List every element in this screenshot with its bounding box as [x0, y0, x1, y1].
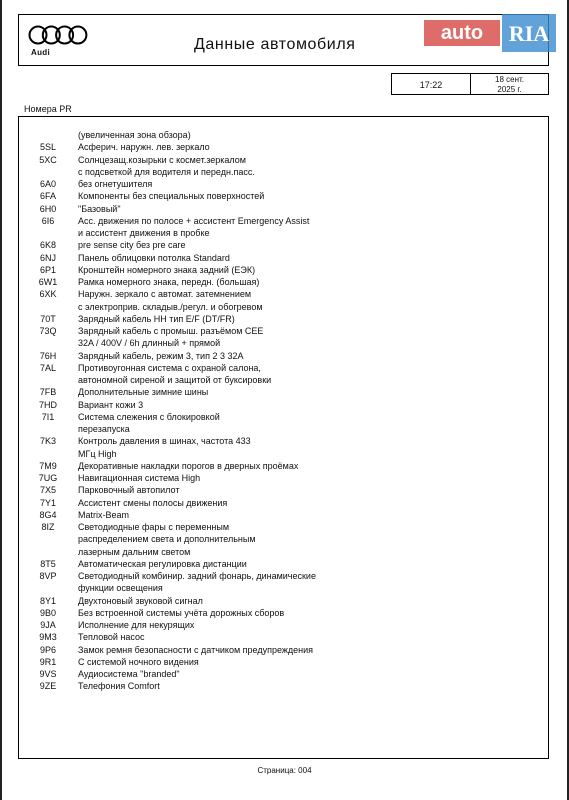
option-code: 9P6: [39, 644, 56, 655]
option-row: [18, 178, 538, 190]
option-code: 5SL: [39, 142, 56, 153]
option-description: Без встроенной системы учёта дорожных сборов: [78, 607, 285, 618]
option-code: [18, 301, 78, 313]
watermark-ria: RIA: [502, 14, 556, 52]
document-title: Данные автомобиля: [194, 36, 356, 53]
option-description: МГц High: [78, 448, 117, 459]
option-description: и ассистент движения в пробке: [78, 228, 210, 238]
option-code: 73Q: [39, 326, 57, 336]
option-description: (увеличенная зона обзора): [78, 130, 191, 140]
option-row: [18, 288, 538, 300]
option-row: [18, 521, 538, 533]
option-code: 7AL: [39, 362, 56, 373]
option-row: [18, 276, 538, 288]
option-description: Рамка номерного знака, передн. (большая): [78, 277, 260, 287]
option-description: Двухтоновый звуковой сигнал: [78, 595, 203, 606]
option-description: без огнетушителя: [78, 179, 153, 189]
option-description: Ассистент смены полосы движения: [78, 497, 228, 508]
option-row: [18, 313, 538, 325]
option-code: 8T5: [40, 558, 56, 569]
option-row: [18, 619, 538, 631]
option-row: [18, 129, 538, 141]
option-code: [18, 423, 78, 435]
option-code: 8G4: [39, 509, 57, 520]
option-code: 9ZE: [39, 681, 57, 692]
print-time: 17:22: [392, 74, 471, 94]
option-description: функции освещения: [78, 583, 163, 594]
option-code: 6P1: [39, 264, 56, 275]
option-description: Светодиодные фары с переменным: [78, 522, 230, 532]
option-description: Matrix-Beam: [78, 509, 130, 520]
option-description: Кронштейн номерного знака задний (ЕЭК): [78, 264, 256, 275]
watermark: [424, 14, 556, 54]
option-code: 7K3: [39, 436, 56, 447]
option-code: 8Y1: [39, 595, 56, 606]
option-row: [18, 570, 538, 582]
option-row: [18, 362, 538, 374]
option-description: Зарядный кабель НН тип E/F (DT/FR): [78, 313, 235, 324]
option-row: [18, 644, 538, 656]
option-code: 7I1: [41, 411, 55, 422]
option-code: 5XC: [39, 154, 57, 165]
option-description: Асс. движения по полосе + ассистент Emergency Assist: [78, 215, 310, 226]
option-row: [18, 472, 538, 484]
option-description: Навигационная система High: [78, 473, 201, 483]
option-description: Асферич. наружн. лев. зеркало: [78, 142, 210, 153]
option-code: 8VP: [39, 571, 57, 581]
watermark-auto: auto: [424, 20, 500, 46]
option-description: Светодиодный комбинир. задний фонарь, динамические: [78, 571, 316, 581]
option-code: [18, 227, 78, 239]
option-code: 6XK: [39, 289, 57, 300]
print-info-box: [391, 73, 549, 95]
option-row: [18, 301, 538, 313]
option-description: Дополнительные зимние шины: [78, 387, 209, 398]
option-row: [18, 668, 538, 680]
option-row: [18, 215, 538, 227]
print-date-line1: 18 сент.: [495, 75, 524, 84]
option-description: Автоматическая регулировка дистанции: [78, 558, 247, 569]
option-code: 6H0: [39, 203, 57, 214]
option-row: [18, 509, 538, 521]
option-code: [18, 533, 78, 545]
option-code: 9M3: [39, 632, 57, 643]
option-row: [18, 595, 538, 607]
option-row: [18, 582, 538, 594]
option-code: 9R1: [39, 656, 57, 667]
option-row: [18, 546, 538, 558]
option-row: [18, 423, 538, 435]
option-description: Компоненты без специальных поверхностей: [78, 191, 265, 202]
option-row: [18, 166, 538, 178]
option-code: 7FB: [39, 387, 57, 398]
option-description: с электроприв. складыв./регул. и обогревом: [78, 301, 263, 312]
option-row: [18, 533, 538, 545]
option-description: перезапуска: [78, 424, 130, 434]
option-row: [18, 337, 538, 349]
option-code: [18, 129, 78, 141]
option-description: 32A / 400V / 6h длинный + прямой: [78, 338, 221, 349]
option-row: [18, 350, 538, 362]
option-code: 9VS: [39, 669, 57, 679]
option-code: [18, 582, 78, 594]
page-number: Страница: 004: [257, 766, 312, 775]
audi-rings-logo: [28, 24, 88, 46]
option-description: Зарядный кабель с промыш. разъёмом CEE: [78, 326, 264, 336]
brand-name: Audi: [31, 48, 50, 57]
option-row: [18, 203, 538, 215]
option-row: [18, 399, 538, 411]
option-row: [18, 448, 538, 460]
option-row: [18, 680, 538, 692]
print-date: [471, 74, 548, 94]
option-row: [18, 460, 538, 472]
option-row: [18, 154, 538, 166]
option-code: 7M9: [39, 460, 57, 471]
option-row: [18, 190, 538, 202]
option-code: 76H: [39, 350, 57, 361]
option-description: Вариант кожи 3: [78, 399, 144, 410]
option-code: 7UG: [38, 473, 58, 483]
option-row: [18, 325, 538, 337]
option-description: Замок ремня безопасности с датчиком предупреждения: [78, 644, 314, 655]
option-code: [18, 166, 78, 178]
option-code: 6W1: [38, 277, 58, 287]
option-row: [18, 264, 538, 276]
option-description: лазерным дальним светом: [78, 546, 191, 557]
option-row: [18, 386, 538, 398]
option-row: [18, 411, 538, 423]
option-code: 7Y1: [39, 497, 56, 508]
option-row: [18, 435, 538, 447]
option-description: с подсветкой для водителя и передн.пасс.: [78, 166, 255, 177]
option-code: 7X5: [39, 485, 56, 496]
option-row: [18, 141, 538, 153]
option-row: [18, 252, 538, 264]
option-description: Солнцезащ.козырьки с космет.зеркалом: [78, 154, 246, 165]
option-description: С системой ночного видения: [78, 656, 199, 667]
option-code: [18, 448, 78, 460]
option-description: "Базовый": [78, 203, 121, 214]
option-description: Система слежения с блокировкой: [78, 411, 220, 422]
option-code: 8IZ: [41, 522, 55, 532]
option-code: 6NJ: [39, 252, 56, 263]
option-row: [18, 607, 538, 619]
option-description: Аудиосистема "branded": [78, 669, 180, 679]
option-code: 6FA: [39, 191, 56, 202]
option-description: Исполнение для некурящих: [78, 620, 195, 630]
option-row: [18, 239, 538, 251]
section-label: Номера PR: [24, 104, 72, 114]
option-row: [18, 497, 538, 509]
option-description: Парковочный автопилот: [78, 485, 180, 496]
option-row: [18, 631, 538, 643]
option-description: Противоугонная система с охраной салона,: [78, 362, 261, 373]
option-code: 6A0: [39, 179, 56, 189]
option-code: 9JA: [40, 620, 56, 630]
option-description: Тепловой насос: [78, 632, 145, 643]
options-list: [18, 129, 538, 693]
option-code: [18, 546, 78, 558]
print-date-line2: 2025 г.: [497, 85, 522, 94]
option-code: [18, 374, 78, 386]
option-description: pre sense city без pre care: [78, 240, 186, 251]
option-code: 70T: [40, 313, 56, 324]
option-code: 6K8: [39, 240, 56, 251]
option-description: автономной сиреной и защитой от буксировки: [78, 375, 272, 385]
option-row: [18, 558, 538, 570]
option-code: 9B0: [39, 607, 56, 618]
option-code: 6I6: [41, 215, 55, 226]
option-description: распределением света и дополнительным: [78, 534, 256, 545]
option-description: Телефония Comfort: [78, 681, 160, 692]
option-description: Зарядный кабель, режим 3, тип 2 3 32A: [78, 350, 244, 361]
option-description: Декоративные накладки порогов в дверных проёмах: [78, 460, 299, 471]
option-row: [18, 656, 538, 668]
option-row: [18, 374, 538, 386]
option-code: [18, 337, 78, 349]
option-description: Панель облицовки потолка Standard: [78, 252, 230, 263]
option-description: Наружн. зеркало с автомат. затемнением: [78, 289, 252, 300]
option-row: [18, 227, 538, 239]
option-row: [18, 484, 538, 496]
option-description: Контроль давления в шинах, частота 433: [78, 436, 251, 447]
option-code: 7HD: [38, 399, 57, 410]
